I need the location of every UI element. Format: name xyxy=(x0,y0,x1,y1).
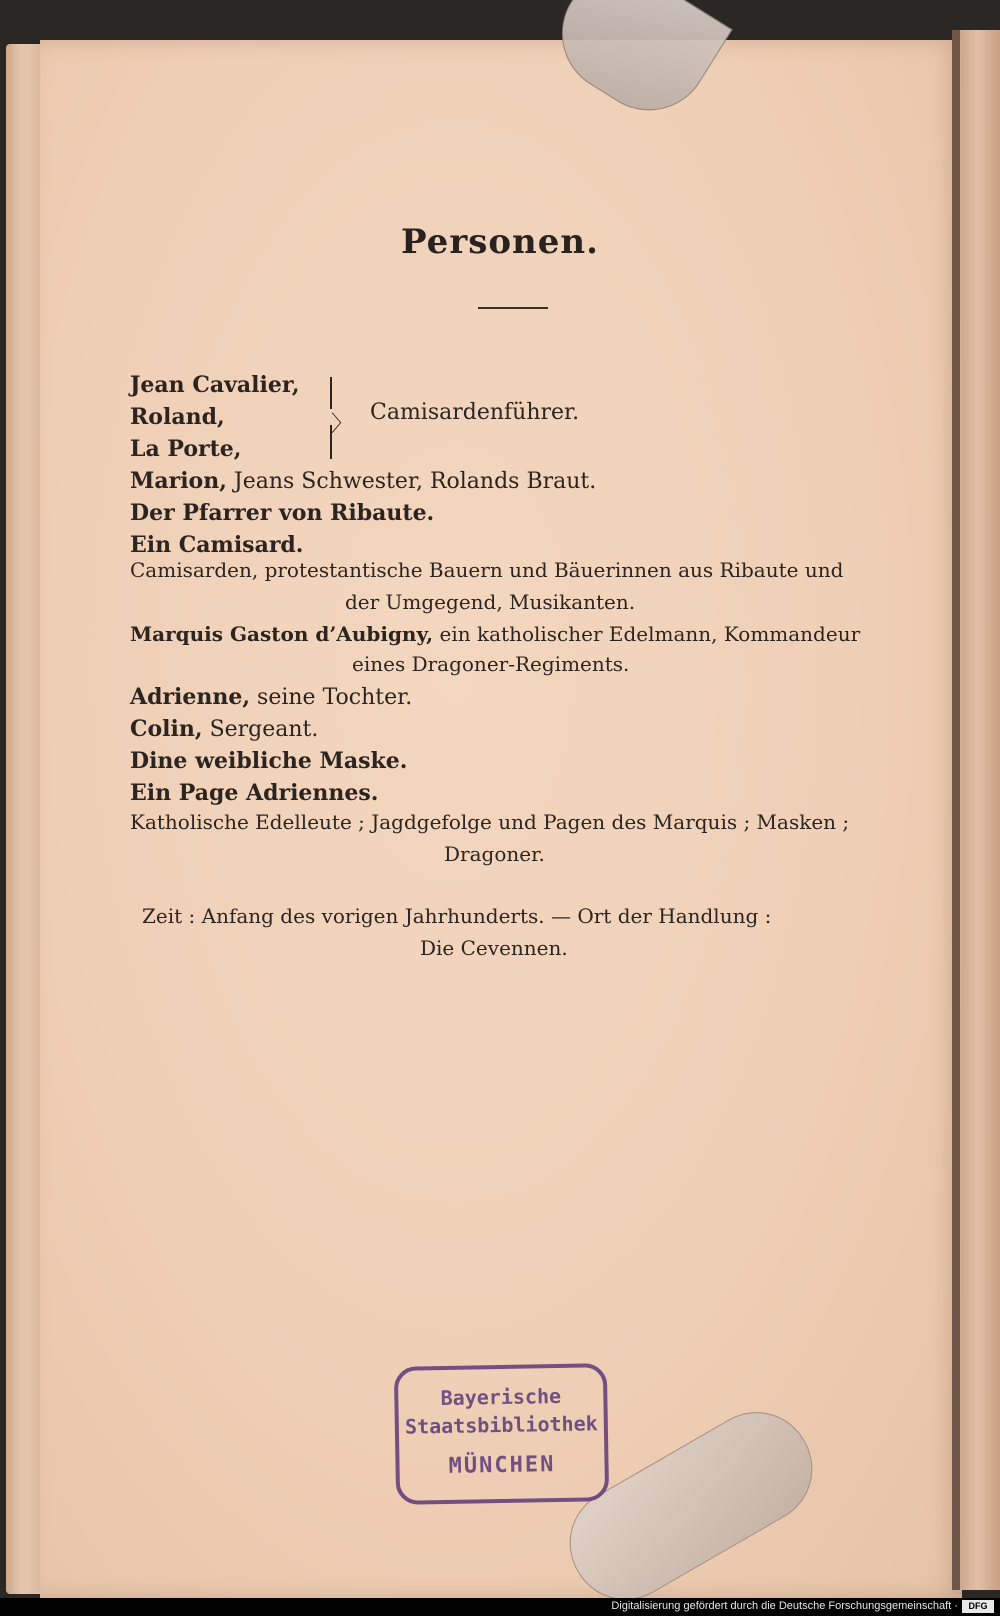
cast-pfarrer: Der Pfarrer von Ribaute. xyxy=(130,500,435,526)
cast-marquis-line2: eines Dragoner-Regiments. xyxy=(352,652,630,676)
cast-camisard: Ein Camisard. xyxy=(130,532,304,558)
cast-marquis xyxy=(130,622,860,646)
cast-group-line2: der Umgegend, Musikanten. xyxy=(345,590,636,614)
brace-point: 〉 xyxy=(331,412,354,437)
cast-marquis-name: Marquis Gaston d’Aubigny, xyxy=(130,622,434,646)
cast-extras-line2: Dragoner. xyxy=(444,842,545,866)
cast-leader-roland: Roland, xyxy=(130,404,225,430)
stamp-line-3: MÜNCHEN xyxy=(448,1452,556,1479)
cast-leaders-role: Camisardenführer. xyxy=(370,400,580,425)
cast-colin-name: Colin, xyxy=(130,716,203,742)
cast-adrienne-desc: seine Tochter. xyxy=(257,685,413,710)
page-gutter xyxy=(952,30,960,1590)
cast-leader-cavalier: Jean Cavalier, xyxy=(130,372,300,398)
setting-line2: Die Cevennen. xyxy=(420,936,568,960)
stamp-line-2: Staatsbibliothek xyxy=(404,1411,598,1439)
cast-extras-line1: Katholische Edelleute ; Jagdgefolge und Pagen des Marquis ; Masken ; xyxy=(130,810,850,834)
title-divider xyxy=(478,307,548,309)
cast-group-line1: Camisarden, protestantische Bauern und Bäuerinnen aus Ribaute und xyxy=(130,558,844,582)
cast-maske: Dine weibliche Maske. xyxy=(130,748,408,774)
cast-marion-desc: Jeans Schwester, Rolands Braut. xyxy=(233,469,597,494)
cast-marion xyxy=(130,468,596,494)
cast-marion-name: Marion, xyxy=(130,468,227,494)
cast-adrienne-name: Adrienne, xyxy=(130,684,251,710)
library-stamp xyxy=(394,1363,609,1505)
stamp-line-1: Bayerische xyxy=(440,1383,562,1411)
footer-credit: Digitalisierung gefördert durch die Deutsche Forschungsgemeinschaft · xyxy=(611,1600,958,1612)
page-title: Personen. xyxy=(401,222,599,262)
cast-marquis-desc: ein katholischer Edelmann, Kommandeur xyxy=(439,622,861,646)
cast-leader-laporte: La Porte, xyxy=(130,436,242,462)
cast-colin xyxy=(130,716,318,742)
brace-upper xyxy=(330,377,332,409)
cast-adrienne xyxy=(130,684,412,710)
cast-colin-desc: Sergeant. xyxy=(209,717,319,742)
setting-line1: Zeit : Anfang des vorigen Jahrhunderts. — Ort der Handlung : xyxy=(142,904,772,928)
cast-page: Ein Page Adriennes. xyxy=(130,780,379,806)
dfg-logo: DFG xyxy=(962,1600,994,1613)
